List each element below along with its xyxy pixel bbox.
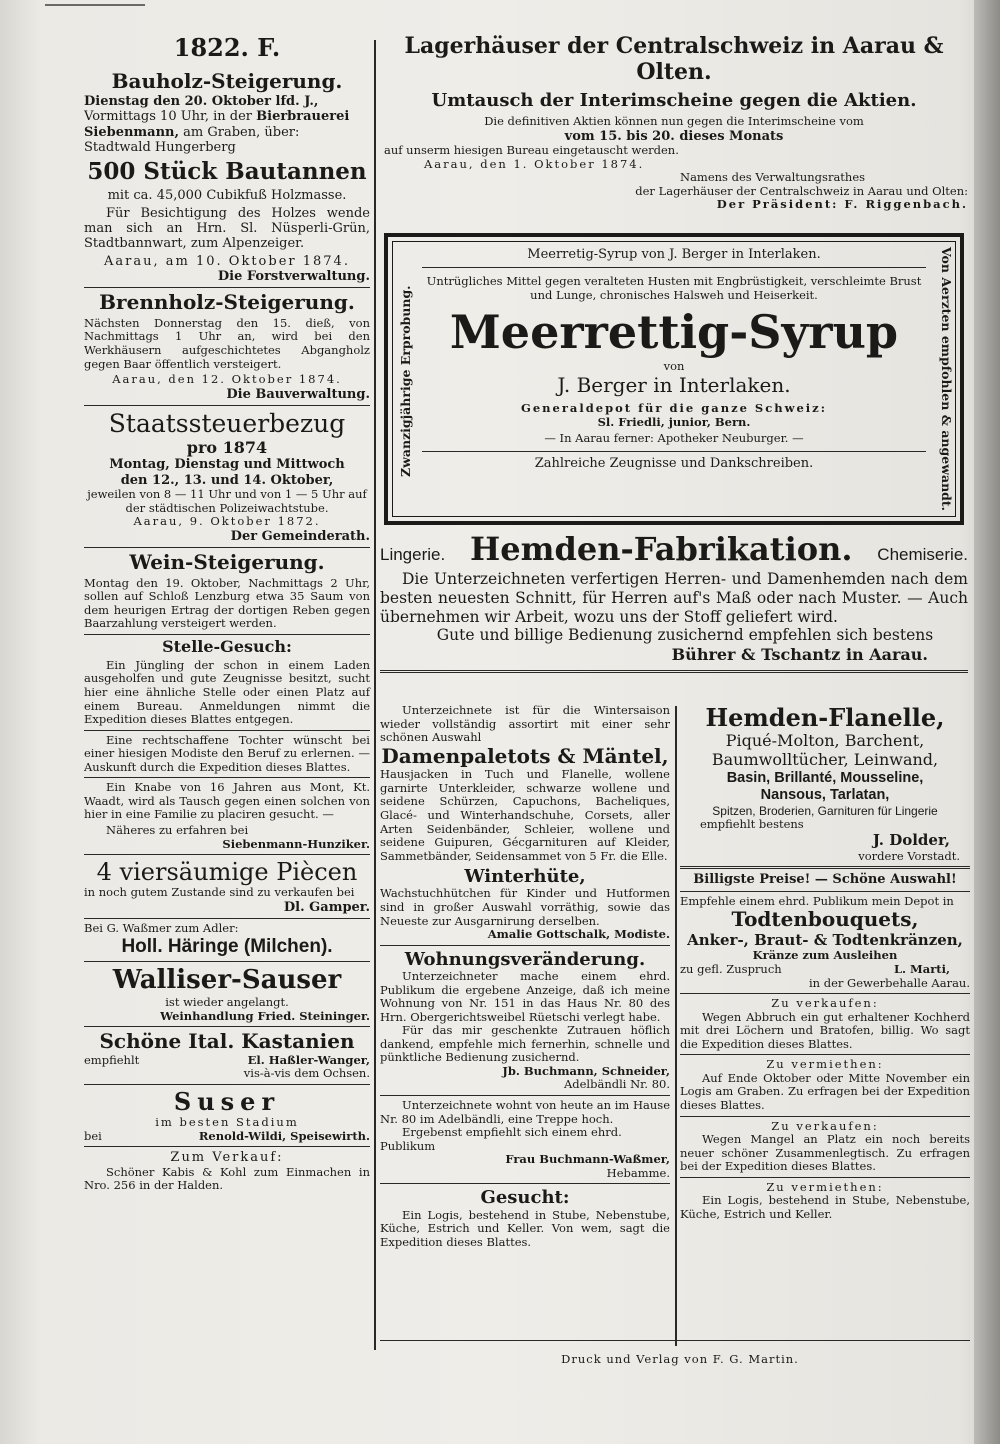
wein-title: Wein-Steigerung. xyxy=(129,550,325,575)
ad-verkauf xyxy=(84,1150,370,1192)
ad-wein xyxy=(84,551,370,631)
logis2-title: Zu vermiethen: xyxy=(766,1179,884,1194)
flanelle-title: Hemden-Flanelle, xyxy=(705,703,945,732)
ad-brennholz xyxy=(84,291,370,402)
ad-knabe xyxy=(84,781,370,851)
gesucht-text: Ein Logis, bestehend in Stube, Nebenstube, Küche, Estrich und Keller. Von wem, sagt die Expedition dieses Blattes. xyxy=(380,1207,670,1249)
haringe-pre: Bei G. Waßmer zum Adler: xyxy=(84,921,239,936)
separator xyxy=(380,1183,670,1184)
ad-kochherd xyxy=(680,997,970,1051)
ad-piecen xyxy=(84,858,370,915)
footer-rule xyxy=(380,1340,970,1341)
separator xyxy=(84,287,370,288)
ad-flanelle xyxy=(680,704,970,863)
column-rule-middle xyxy=(675,706,677,1346)
hebamme-text: Unterzeichnete wohnt von heute an im Hause Nr. 80 im Adelbändli, eine Treppe hoch. xyxy=(380,1098,670,1126)
gesucht-title: Gesucht: xyxy=(480,1187,570,1209)
ad-kastanien xyxy=(84,1030,370,1081)
paletots-title: Damenpaletots & Mäntel, xyxy=(381,743,669,768)
right-column xyxy=(380,34,968,212)
lager-l3: auf unserm hiesigen Bureau eingetauscht werden. xyxy=(384,143,679,158)
steuer-year: pro 1874 xyxy=(186,437,268,457)
todten-title: Todtenbouquets, xyxy=(731,907,919,932)
bauholz-amount: 500 Stück Bautannen xyxy=(87,158,367,186)
bauholz-line2: Siebenmann, am Graben, über: xyxy=(84,124,300,140)
hemden-right: Chemiserie. xyxy=(877,545,968,564)
bauholz-volume: mit ca. 45,000 Cubikfuß Holzmasse. xyxy=(107,188,347,204)
hebamme-text2: Ergebenst empfiehlt sich einem ehrd. Publikum xyxy=(380,1125,622,1153)
kastanien-title: Schöne Ital. Kastanien xyxy=(99,1029,355,1054)
knabe-text: Ein Knabe von 16 Jahren aus Mont, Kt. Waadt, wird als Tausch gegen einen solchen von hier in eine Familie zu placiren gesucht. — xyxy=(84,780,370,822)
wohnung-sign: Jb. Buchmann, Schneider, xyxy=(502,1063,670,1078)
paletots-text2: Hausjacken in Tuch und Flanelle, wollene garnirte Unterkleider, schwarze wollene und seidene Schürzen, Capuchons, Bacheliques, Glacé- und Winterhandschuhe, Corsets, aller Arten Seidenbänder, Schleier, wollene und seidene Guipuren, Gécgarnituren auf Kleider, Sammetbänder, Seidensammet von 5 Fr. die Elle. xyxy=(380,767,670,863)
logis2-text: Ein Logis, bestehend in Stube, Nebenstube, Küche, Estrich und Keller. xyxy=(680,1193,970,1221)
flanelle-sub: vordere Vorstadt. xyxy=(858,848,960,863)
separator xyxy=(380,945,670,946)
hemden-left: Lingerie. xyxy=(380,545,446,564)
todten-sub: in der Gewerbehalle Aarau. xyxy=(808,975,970,990)
right-subcolumn xyxy=(680,704,970,1222)
ad-hebamme xyxy=(380,1099,670,1180)
ad-gesucht xyxy=(380,1187,670,1249)
piecen-sign: Dl. Gamper. xyxy=(283,900,370,915)
separator xyxy=(84,854,370,855)
stelle-title: Stelle-Gesuch: xyxy=(162,636,292,656)
wohnung-text2: Für das mir geschenkte Zutrauen höflich dankend, empfehle mich fernerhin, schnelle und pünktliche Bedienung zusichernd. xyxy=(380,1023,670,1065)
flanelle-sign: J. Dolder, xyxy=(872,831,950,849)
bauholz-place: Aarau, am 10. Oktober 1874. xyxy=(104,253,350,269)
ad-paletots xyxy=(380,704,670,942)
issue-number: 1822. F. xyxy=(173,33,281,62)
walliser-sign: Weinhandlung Fried. Steininger. xyxy=(160,1008,370,1023)
syrup-depot: Generaldepot für die ganze Schweiz: xyxy=(521,400,827,415)
separator xyxy=(422,267,926,268)
syrup-depot2: Sl. Friedli, junior, Bern. xyxy=(597,414,751,429)
syrup-maker: J. Berger in Interlaken. xyxy=(557,372,791,397)
syrup-head: Meerretig-Syrup von J. Berger in Interlaken. xyxy=(527,247,821,262)
piecen-text: in noch gutem Zustande sind zu verkaufen bei xyxy=(84,885,355,900)
left-column xyxy=(84,34,370,1193)
hemden-header xyxy=(380,530,968,568)
brennholz-title: Brennholz-Steigerung. xyxy=(99,290,355,315)
knabe-text2: Näheres zu erfahren bei xyxy=(106,823,249,837)
ad-logis1 xyxy=(680,1058,970,1112)
separator xyxy=(84,918,370,919)
preise-title: Billigste Preise! — Schöne Auswahl! xyxy=(693,872,957,888)
paletots-text3: Wachstuchhütchen für Kinder und Hutformen sind in großer Auswahl vorräthig, sowie das Neueste zur Ausgarnirung derselben. xyxy=(380,886,670,928)
steuer-title: Staatssteuerbezug xyxy=(108,409,346,439)
flanelle-l2: Basin, Brillanté, Mousseline, xyxy=(726,770,924,787)
lager-n3: Der Präsident: F. Riggenbach. xyxy=(716,197,968,212)
paletots-sign: Amalie Gottschalk, Modiste. xyxy=(487,927,670,942)
lager-n1: Namens des Verwaltungsrathes xyxy=(680,170,866,185)
knabe-sign: Siebenmann-Hunziker. xyxy=(222,836,370,851)
brennholz-place: Aarau, den 12. Oktober 1874. xyxy=(112,372,342,387)
ad-syrup-box xyxy=(384,233,964,525)
lager-subtitle: Umtausch der Interimscheine gegen die Aktien. xyxy=(431,89,917,111)
paletots-title2: Winterhüte, xyxy=(464,866,586,888)
page-edge-shadow xyxy=(974,0,1000,1444)
tisch-title: Zu verkaufen: xyxy=(771,1118,879,1133)
lager-n2: der Lagerhäuser der Centralschweiz in Aarau und Olten: xyxy=(635,183,968,198)
brennholz-sign: Die Bauverwaltung. xyxy=(226,386,370,402)
brennholz-text: Nächsten Donnerstag den 15. dieß, von Nachmittags 1 Uhr an, wird bei den Werkhäusern aufgeschichtetes Abgangholz gegen Baar öffentlich versteigert. xyxy=(84,315,370,371)
separator xyxy=(680,1177,970,1178)
piecen-title: 4 viersäumige Piècen xyxy=(96,858,358,887)
ad-steuer xyxy=(84,409,370,544)
ad-haringe xyxy=(84,922,370,958)
column-rule-left xyxy=(374,40,376,1350)
steuer-sign: Der Gemeinderath. xyxy=(230,528,370,544)
ad-todten xyxy=(680,895,970,991)
haringe-title: Holl. Häringe (Milchen). xyxy=(121,935,333,957)
tisch-text: Wegen Mangel an Platz ein noch bereits neuer schöner Zusammenlegtisch. Zu erfragen bei der Expedition dieses Blattes. xyxy=(680,1132,970,1174)
ad-tisch xyxy=(680,1120,970,1174)
middle-subcolumn xyxy=(380,704,670,1249)
separator xyxy=(84,730,370,731)
ad-tochter: Eine rechtschaffene Tochter wünscht bei einer hiesigen Modiste den Beruf zu erlernen. — Auskunft durch die Expedition dieses Blattes. xyxy=(84,732,370,774)
separator xyxy=(680,993,970,994)
kastanien-line: empfiehlt El. Haßler-Wanger, xyxy=(84,1052,370,1067)
syrup-von: von xyxy=(663,358,685,373)
walliser-title: Walliser-Sauser xyxy=(112,965,342,996)
hemden-title: Hemden-Fabrikation. xyxy=(470,530,853,568)
ad-hemden xyxy=(380,530,968,676)
separator xyxy=(84,405,370,406)
flanelle-l3: Nansous, Tarlatan, xyxy=(760,787,890,804)
syrup-aarau: — In Aarau ferner: Apotheker Neuburger. — xyxy=(544,430,804,445)
wohnung-text: Unterzeichneter mache einem ehrd. Publikum die ergebene Anzeige, daß ich meine Wohnung von Nr. 151 in das Haus Nr. 80 des Hrn. Obergerichtsweibel Rüetschi verlegt habe. xyxy=(380,968,670,1024)
hemden-sign: Bührer & Tschantz in Aarau. xyxy=(671,644,928,664)
verkauf-title: Zum Verkauf: xyxy=(170,1150,284,1166)
syrup-text: Untrügliches Mittel gegen veralteten Husten mit Engbrüstigkeit, verschleimte Brust und Lunge, chronisches Halsweh und Heiserkeit. xyxy=(426,274,922,302)
syrup-vertical-right: Von Aerzten empfohlen & angewandt. xyxy=(939,247,954,512)
bauholz-info: Für Besichtigung des Holzes wende man sich an Hrn. Sl. Nüsperli-Grün, Stadtbannwart, zum Alpenzeiger. xyxy=(84,205,370,252)
hebamme-sign2: Hebamme. xyxy=(606,1165,670,1180)
wohnung-title: Wohnungsveränderung. xyxy=(404,948,646,970)
lager-title: Lagerhäuser der Centralschweiz in Aarau & Olten. xyxy=(404,33,944,85)
separator xyxy=(680,891,970,892)
kochherd-text: Wegen Abbruch ein gut erhaltener Kochherd mit drei Löchern und Bratofen, billig. Wo sagt die Expedition dieses Blattes. xyxy=(680,1009,970,1051)
separator xyxy=(680,866,970,869)
paletots-text: Unterzeichnete ist für die Wintersaison wieder vollständig assortirt mit einer sehr schönen Auswahl xyxy=(380,703,670,745)
separator xyxy=(380,1095,670,1096)
top-ornament xyxy=(45,4,145,7)
separator xyxy=(84,1146,370,1147)
separator xyxy=(84,634,370,635)
syrup-content xyxy=(422,245,926,471)
syrup-vertical-left: Zwanzigjährige Erprobung. xyxy=(398,285,413,477)
separator xyxy=(680,1054,970,1055)
steuer-dates: den 12., 13. und 14. Oktober, xyxy=(120,472,334,488)
verkauf-text: Schöner Kabis & Kohl zum Einmachen in Nro. 256 in der Halden. xyxy=(84,1164,370,1193)
ad-lagerhaeuser xyxy=(380,34,968,212)
separator xyxy=(84,1084,370,1085)
syrup-foot: Zahlreiche Zeugnisse und Dankschreiben. xyxy=(534,455,814,471)
ad-wohnung xyxy=(380,949,670,1092)
hemden-text: Die Unterzeichneten verfertigen Herren- und Damenhemden nach dem besten neuesten Schnitt, für Herren auf's Maß oder nach Muster. — Auch übernehmen wir Arbeit, wozu uns der Stoff geliefert wird. xyxy=(380,570,968,626)
lager-l1: Die definitiven Aktien können nun gegen die Interimscheine vom xyxy=(484,114,864,129)
lager-l2: vom 15. bis 20. dieses Monats xyxy=(564,128,784,144)
todten-text: Empfehle einem ehrd. Publikum mein Depot in xyxy=(680,893,954,908)
bauholz-sign: Die Forstverwaltung. xyxy=(217,268,370,284)
wein-text: Montag den 19. Oktober, Nachmittags 2 Uhr, sollen auf Schloß Lenzburg etwa 35 Saum von dem heurigen Ertrag der dortigen Reben gegen Baarzahlung versteigert werden. xyxy=(84,575,370,631)
kastanien-sub: vis-à-vis dem Ochsen. xyxy=(243,1066,370,1081)
logis1-title: Zu vermiethen: xyxy=(766,1057,884,1072)
walliser-text: ist wieder angelangt. xyxy=(165,994,289,1009)
hebamme-sign: Frau Buchmann-Waßmer, xyxy=(505,1152,670,1167)
separator xyxy=(84,777,370,778)
flanelle-l1: Piqué-Molton, Barchent, Baumwolltücher, Leinwand, xyxy=(711,731,939,770)
bauholz-date: Dienstag den 20. Oktober lfd. J., xyxy=(84,93,319,109)
lager-place: Aarau, den 1. Oktober 1874. xyxy=(424,156,645,171)
bauholz-line3: Stadtwald Hungerberg xyxy=(84,139,236,155)
todten-line: zu gefl. Zuspruch L. Marti, xyxy=(680,961,950,976)
todten-title2: Anker-, Braut- & Todtenkränzen, xyxy=(687,930,963,949)
flanelle-l4: Spitzen, Broderien, Garnituren für Lingerie xyxy=(712,804,938,819)
separator xyxy=(422,451,926,452)
steuer-days: Montag, Dienstag und Mittwoch xyxy=(109,457,345,473)
imprint: Druck und Verlag von F. G. Martin. xyxy=(561,1352,799,1366)
todten-l1: Kränze zum Ausleihen xyxy=(752,948,898,963)
separator xyxy=(380,670,968,673)
ad-stelle xyxy=(84,638,370,727)
suser-text: im besten Stadium xyxy=(155,1115,299,1130)
syrup-title: Meerrettig-Syrup xyxy=(449,305,899,359)
ad-walliser xyxy=(84,965,370,1023)
wohnung-sign2: Adelbändli Nr. 80. xyxy=(563,1077,670,1092)
hemden-text2: Gute und billige Bedienung zusichernd empfehlen sich bestens xyxy=(436,626,934,645)
bauholz-line1: Vormittags 10 Uhr, in der Bierbrauerei xyxy=(84,109,350,125)
suser-line: bei Renold-Wildi, Speisewirth. xyxy=(84,1128,370,1143)
ad-suser xyxy=(84,1088,370,1143)
bauholz-title: Bauholz-Steigerung. xyxy=(111,69,343,94)
stelle-text: Ein Jüngling der schon in einem Laden ausgeholfen und gute Zeugnisse besitzt, sucht hier eine ähnliche Stelle oder einen Platz auf einem Bureau. Anmeldungen nimmt die Expedition dieses Blattes entgegen. xyxy=(84,657,370,727)
kochherd-title: Zu verkaufen: xyxy=(771,996,879,1011)
ad-bauholz xyxy=(84,70,370,284)
separator xyxy=(84,1026,370,1027)
separator xyxy=(84,547,370,548)
steuer-place: Aarau, 9. Oktober 1872. xyxy=(133,514,321,529)
separator xyxy=(84,961,370,962)
separator xyxy=(680,1116,970,1117)
flanelle-pre: empfiehlt bestens xyxy=(700,817,804,832)
suser-title: Suser xyxy=(173,1086,281,1116)
ad-logis2 xyxy=(680,1181,970,1222)
steuer-text: jeweilen von 8 — 11 Uhr und von 1 — 5 Uhr auf der städtischen Polizeiwachtstube. xyxy=(87,487,367,515)
logis1-text: Auf Ende Oktober oder Mitte November ein Logis am Graben. Zu erfragen bei der Expedition dieses Blattes. xyxy=(680,1070,970,1113)
